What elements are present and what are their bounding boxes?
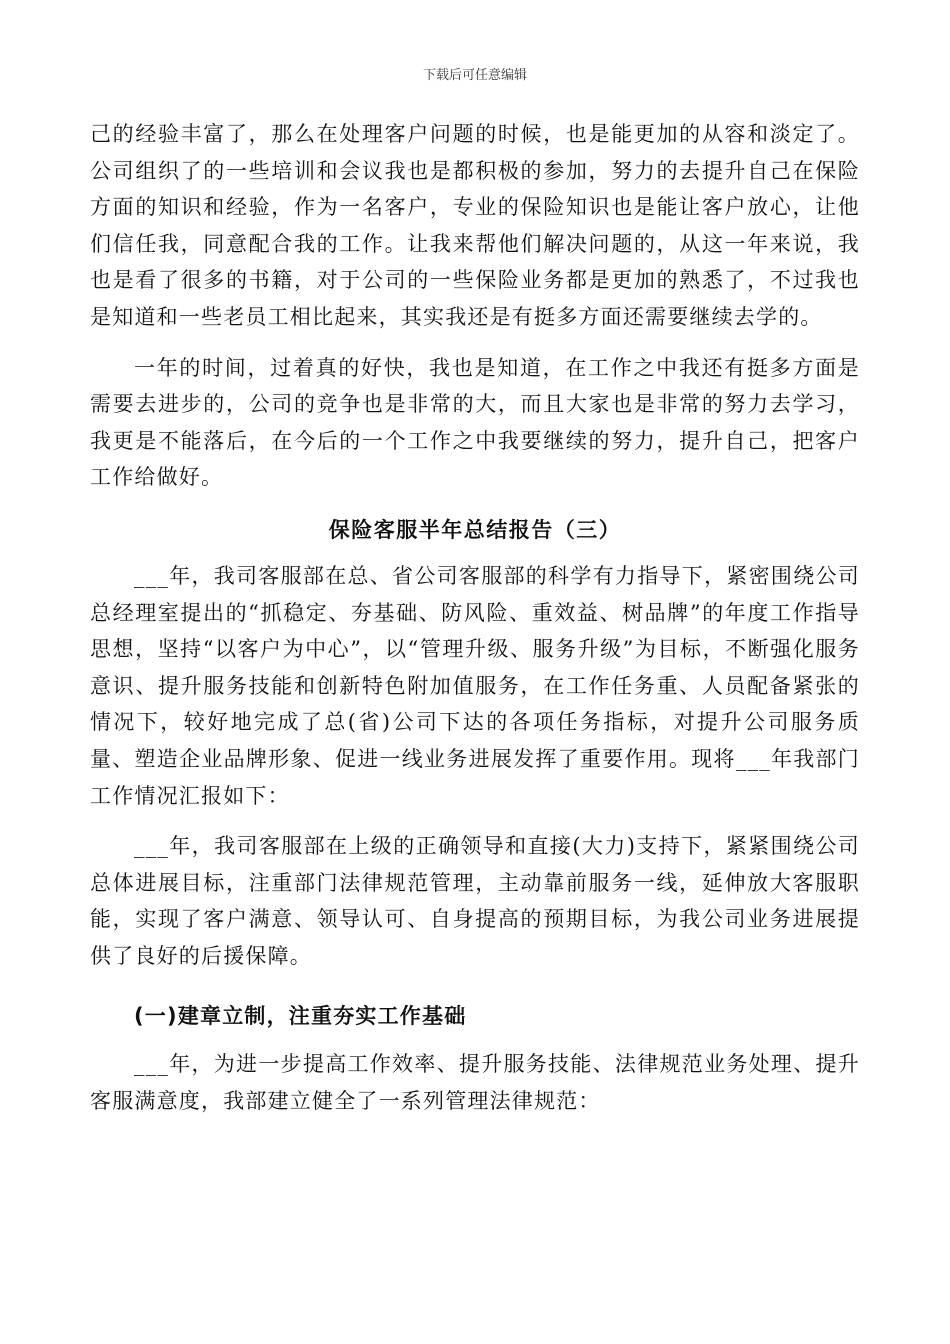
page-header-note: 下载后可任意编辑 (422, 68, 527, 83)
paragraph-5: ___年，为进一步提高工作效率、提升服务技能、法律规范业务处理、提升客服满意度，我部建立健全了一系列管理法律规范： (90, 1052, 860, 1114)
subheading: (一)建章立制，注重夯实工作基础 (134, 1004, 467, 1029)
section-title: 保险客服半年总结报告（三） (328, 517, 622, 542)
document-body (90, 116, 860, 1120)
paragraph-4: ___年，我司客服部在上级的正确领导和直接(大力)支持下，紧紧围绕公司总体进展目标，注重部门法律规范管理，主动靠前服务一线，延伸放大客服职能，实现了客户满意、领导认可、自身提高的预期目标，为我公司业务进展提供了良好的后援保障。 (90, 834, 860, 968)
paragraph-3: ___年，我司客服部在总、省公司客服部的科学有力指导下，紧密围绕公司总经理室提出的“抓稳定、夯基础、防风险、重效益、树品牌”的年度工作指导思想，坚持“以客户为中心”，以“管理升级、服务升级”为目标，不断强化服务意识、提升服务技能和创新特色附加值服务，在工作任务重、人员配备紧张的情况下，较好地完成了总(省)公司下达的各项任务指标，对提升公司服务质量、塑造企业品牌形象、促进一线业务进展发挥了重要作用。现将___年我部门工作情况汇报如下： (90, 563, 860, 808)
paragraph-1: 己的经验丰富了，那么在处理客户问题的时候，也是能更加的从容和淡定了。公司组织了的一些培训和会议我也是都积极的参加，努力的去提升自己在保险方面的知识和经验，作为一名客户，专业的保险知识也是能让客户放心，让他们信任我，同意配合我的工作。让我来帮他们解决问题的，从这一年来说，我也是看了很多的书籍，对于公司的一些保险业务都是更加的熟悉了，不过我也是知道和一些老员工相比起来，其实我还是有挺多方面还需要继续去学的。 (90, 122, 860, 329)
paragraph-2: 一年的时间，过着真的好快，我也是知道，在工作之中我还有挺多方面是需要去进步的，公司的竞争也是非常的大，而且大家也是非常的努力去学习，我更是不能落后，在今后的一个工作之中我要继续的努力，提升自己，把客户工作给做好。 (90, 355, 860, 490)
